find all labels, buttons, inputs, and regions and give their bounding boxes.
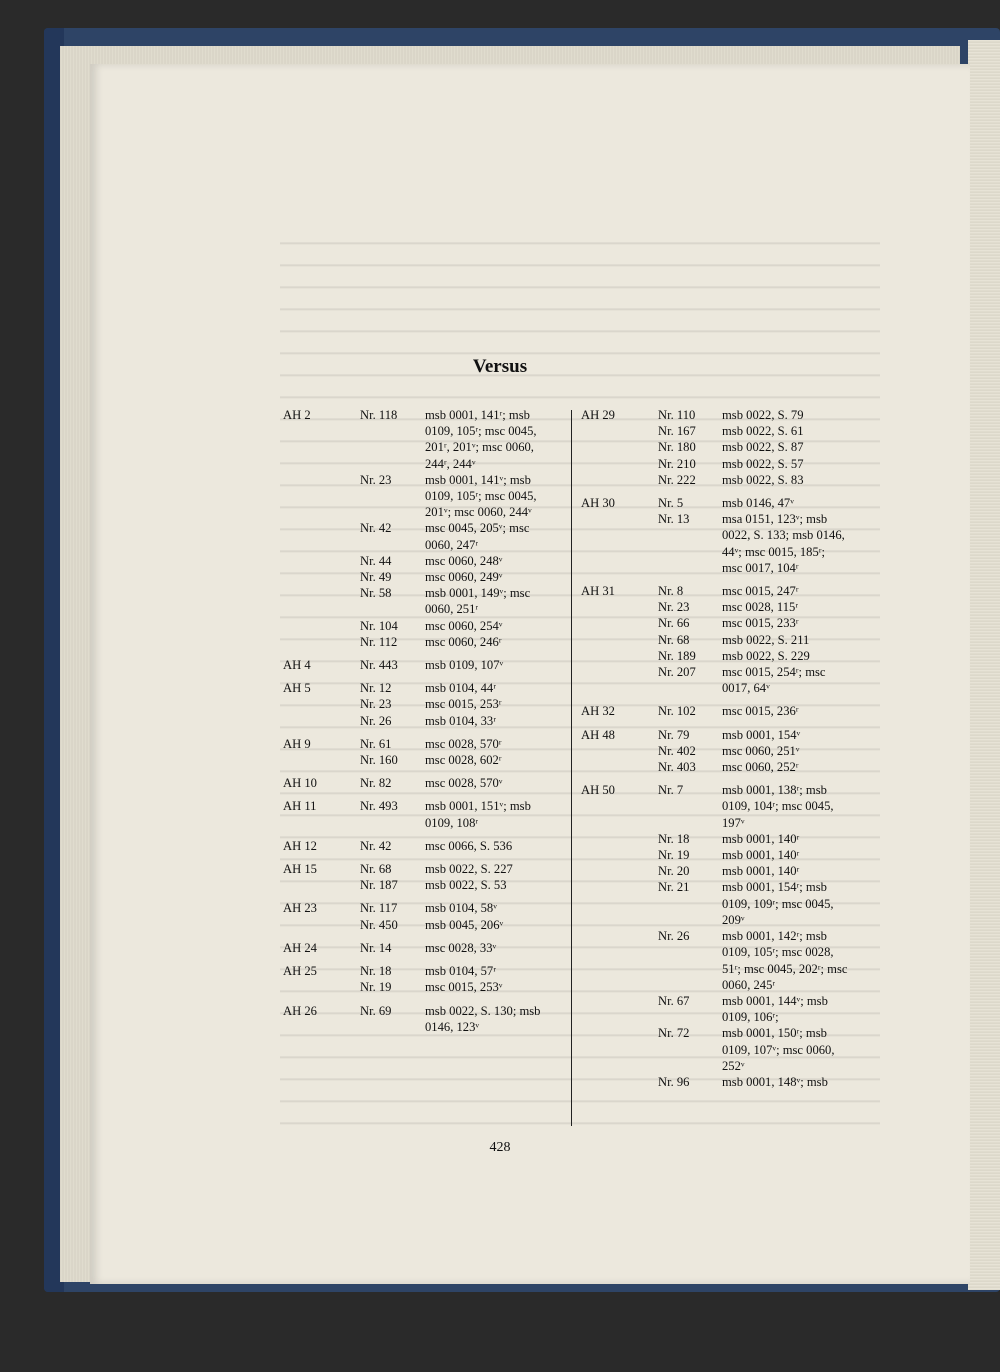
hymn-number: Nr. 21	[658, 880, 690, 895]
ah-reference	[283, 696, 360, 712]
right-column	[581, 407, 881, 1097]
hymn-number: Nr. 8	[658, 584, 684, 599]
hymn-number: Nr. 110	[658, 408, 696, 422]
hymn-number: Nr. 493	[360, 799, 398, 814]
ah-reference	[581, 847, 658, 863]
index-entry	[581, 743, 881, 759]
index-entry	[581, 993, 881, 1025]
manuscript-reference: msc 0060, 254ᵛ	[425, 618, 503, 633]
hymn-number: Nr. 20	[658, 864, 690, 879]
manuscript-reference: msb 0045, 206ᵛ	[425, 917, 504, 932]
manuscript-reference: msc 0015, 236ʳ	[722, 704, 799, 719]
index-entry	[283, 900, 563, 916]
index-entry	[283, 775, 563, 791]
ah-reference	[283, 634, 360, 650]
index-entry	[283, 979, 563, 995]
manuscript-reference: msc 0028, 115ʳ	[722, 600, 799, 615]
index-entry	[283, 407, 563, 472]
index-entry	[581, 407, 881, 423]
ah-reference	[283, 569, 360, 585]
index-entry	[581, 703, 881, 719]
hymn-group	[283, 775, 563, 791]
ah-reference: AH 31	[581, 584, 615, 599]
hymn-number: Nr. 403	[658, 760, 696, 775]
hymn-group	[283, 838, 563, 854]
hymn-number: Nr. 23	[360, 697, 392, 712]
ah-reference	[581, 456, 658, 472]
hymn-number: Nr. 189	[658, 648, 696, 663]
hymn-number: Nr. 222	[658, 472, 696, 487]
index-entry	[283, 634, 563, 650]
ah-reference	[283, 585, 360, 617]
manuscript-reference: msb 0001, 150ʳ; msb 0109, 107ᵛ; msc 0060, 252ᵛ	[722, 1026, 835, 1073]
ah-reference: AH 48	[581, 727, 615, 742]
hymn-group	[581, 782, 881, 1090]
manuscript-reference: msb 0022, S. 61	[722, 424, 804, 439]
ah-reference	[581, 439, 658, 455]
index-entry	[283, 472, 563, 521]
hymn-group	[581, 407, 881, 488]
index-entry	[581, 472, 881, 488]
hymn-number: Nr. 23	[360, 472, 392, 487]
hymn-number: Nr. 19	[360, 980, 392, 995]
index-entry	[283, 838, 563, 854]
index-entry	[283, 963, 563, 979]
index-entry	[581, 495, 881, 511]
ah-reference: AH 11	[283, 799, 317, 814]
manuscript-reference: msc 0060, 252ʳ	[722, 760, 799, 775]
manuscript-reference: msb 0022, S. 57	[722, 456, 804, 471]
index-entry	[581, 1074, 881, 1090]
manuscript-reference: msb 0109, 107ᵛ	[425, 658, 504, 673]
manuscript-reference: msb 0001, 144ᵛ; msb 0109, 106ʳ;	[722, 993, 828, 1025]
index-entry	[581, 632, 881, 648]
index-entry	[283, 680, 563, 696]
hymn-number: Nr. 19	[658, 848, 690, 863]
ah-reference	[581, 664, 658, 696]
manuscript-reference: msc 0060, 251ᵛ	[722, 743, 800, 758]
ah-reference	[581, 599, 658, 615]
ah-reference: AH 4	[283, 658, 311, 673]
hymn-number: Nr. 26	[658, 929, 690, 944]
ah-reference: AH 24	[283, 940, 317, 955]
index-entry	[283, 569, 563, 585]
ah-reference	[581, 879, 658, 928]
index-entry	[581, 599, 881, 615]
manuscript-reference: msb 0022, S. 83	[722, 472, 804, 487]
manuscript-reference: msc 0060, 249ᵛ	[425, 570, 503, 585]
manuscript-reference: msb 0001, 140ʳ	[722, 831, 800, 846]
hymn-number: Nr. 402	[658, 743, 696, 758]
manuscript-reference: msb 0001, 154ᵛ	[722, 727, 801, 742]
manuscript-reference: msb 0104, 57ʳ	[425, 964, 496, 979]
index-entry	[283, 553, 563, 569]
manuscript-reference: msc 0015, 233ʳ	[722, 616, 799, 631]
hymn-number: Nr. 49	[360, 570, 392, 585]
index-entry	[283, 713, 563, 729]
index-entry	[283, 798, 563, 830]
hymn-group	[581, 703, 881, 719]
index-entry	[581, 1025, 881, 1074]
hymn-number: Nr. 44	[360, 553, 392, 568]
hymn-number: Nr. 443	[360, 658, 398, 673]
ah-reference: AH 23	[283, 901, 317, 916]
column-divider	[571, 410, 572, 1126]
ah-reference	[283, 877, 360, 893]
hymn-group	[581, 583, 881, 696]
ah-reference	[283, 713, 360, 729]
hymn-number: Nr. 23	[658, 600, 690, 615]
hymn-group	[283, 963, 563, 995]
ah-reference	[581, 632, 658, 648]
manuscript-reference: msa 0151, 123ᵛ; msb 0022, S. 133; msb 0146, 44ᵛ; msc 0015, 185ʳ; msc 0017, 104ʳ	[722, 512, 845, 575]
manuscript-reference: msb 0001, 141ʳ; msb 0109, 105ʳ; msc 0045, 201ʳ, 201ᵛ; msc 0060, 244ʳ, 244ᵛ	[425, 408, 537, 471]
manuscript-reference: msb 0001, 140ʳ	[722, 848, 800, 863]
manuscript-reference: msb 0001, 140ʳ	[722, 864, 800, 879]
index-entry	[581, 928, 881, 993]
index-entry	[581, 456, 881, 472]
page-number: 428	[489, 1140, 511, 1155]
hymn-number: Nr. 66	[658, 616, 690, 631]
index-entry	[581, 615, 881, 631]
hymn-group	[283, 798, 563, 830]
manuscript-reference: msb 0022, S. 130; msb 0146, 123ᵛ	[425, 1003, 541, 1034]
hymn-number: Nr. 187	[360, 878, 398, 893]
manuscript-reference: msb 0022, S. 87	[722, 440, 804, 455]
ah-reference	[581, 928, 658, 993]
manuscript-reference: msc 0060, 248ᵛ	[425, 553, 503, 568]
index-entry	[283, 1003, 563, 1035]
manuscript-reference: msb 0104, 58ᵛ	[425, 901, 497, 916]
ah-reference	[283, 553, 360, 569]
manuscript-reference: msc 0028, 602ʳ	[425, 753, 502, 768]
manuscript-reference: msb 0001, 149ᵛ; msc 0060, 251ʳ	[425, 586, 531, 617]
manuscript-reference: msc 0028, 33ᵛ	[425, 940, 497, 955]
hymn-number: Nr. 82	[360, 776, 392, 791]
hymn-group	[283, 900, 563, 932]
hymn-number: Nr. 68	[360, 862, 392, 877]
hymn-number: Nr. 12	[360, 681, 392, 696]
hymn-number: Nr. 42	[360, 838, 392, 853]
index-entry	[283, 940, 563, 956]
hymn-number: Nr. 96	[658, 1074, 690, 1089]
ah-reference: AH 30	[581, 496, 615, 511]
manuscript-reference: msc 0028, 570ᵛ	[425, 776, 503, 791]
index-entry	[283, 520, 563, 552]
hymn-number: Nr. 102	[658, 704, 696, 719]
ah-reference	[581, 648, 658, 664]
index-entry	[581, 664, 881, 696]
ah-reference	[581, 863, 658, 879]
ah-reference	[581, 993, 658, 1025]
page-stack-right	[968, 40, 1000, 1290]
index-entry	[581, 863, 881, 879]
hymn-number: Nr. 118	[360, 408, 398, 422]
manuscript-reference: msc 0015, 253ʳ	[425, 697, 502, 712]
manuscript-reference: msb 0001, 148ᵛ; msb	[722, 1074, 828, 1089]
manuscript-reference: msc 0015, 253ᵛ	[425, 980, 503, 995]
ah-reference	[283, 917, 360, 933]
hymn-number: Nr. 180	[658, 440, 696, 455]
hymn-number: Nr. 72	[658, 1026, 690, 1041]
hymn-number: Nr. 61	[360, 736, 392, 751]
manuscript-reference: msb 0104, 44ʳ	[425, 681, 496, 696]
index-entry	[581, 511, 881, 576]
hymn-number: Nr. 13	[658, 512, 690, 527]
hymn-number: Nr. 18	[360, 964, 392, 979]
index-entry	[581, 439, 881, 455]
ah-reference: AH 9	[283, 736, 311, 751]
ah-reference	[581, 759, 658, 775]
ah-reference	[581, 511, 658, 576]
manuscript-reference: msb 0001, 141ᵛ; msb 0109, 105ʳ; msc 0045, 201ᵛ; msc 0060, 244ᵛ	[425, 472, 537, 520]
index-entry	[581, 879, 881, 928]
hymn-number: Nr. 67	[658, 993, 690, 1008]
ah-reference: AH 50	[581, 783, 615, 798]
ah-reference	[283, 472, 360, 521]
ah-reference: AH 5	[283, 681, 311, 696]
ah-reference	[581, 472, 658, 488]
index-entry	[581, 727, 881, 743]
hymn-number: Nr. 18	[658, 831, 690, 846]
ah-reference: AH 29	[581, 408, 615, 422]
hymn-number: Nr. 14	[360, 940, 392, 955]
manuscript-reference: msc 0060, 246ʳ	[425, 634, 502, 649]
index-entry	[283, 877, 563, 893]
ah-reference: AH 2	[283, 408, 311, 422]
ah-reference: AH 10	[283, 776, 317, 791]
hymn-group	[283, 1003, 563, 1035]
hymn-number: Nr. 450	[360, 917, 398, 932]
hymn-number: Nr. 112	[360, 634, 398, 649]
index-entry	[581, 831, 881, 847]
hymn-group	[283, 407, 563, 650]
index-entry	[581, 847, 881, 863]
hymn-number: Nr. 7	[658, 783, 684, 798]
hymn-group	[283, 680, 563, 729]
ah-reference: AH 15	[283, 862, 317, 877]
ah-reference	[283, 520, 360, 552]
ah-reference	[581, 743, 658, 759]
manuscript-reference: msb 0146, 47ᵛ	[722, 496, 794, 511]
index-entry	[283, 917, 563, 933]
hymn-number: Nr. 26	[360, 713, 392, 728]
hymn-group	[581, 727, 881, 776]
ah-reference	[581, 423, 658, 439]
manuscript-reference: msb 0001, 142ʳ; msb 0109, 105ʳ; msc 0028, 51ʳ; msc 0045, 202ʳ; msc 0060, 245ʳ	[722, 929, 848, 992]
ah-reference	[581, 1025, 658, 1074]
hymn-number: Nr. 68	[658, 632, 690, 647]
ah-reference	[283, 979, 360, 995]
manuscript-reference: msb 0022, S. 53	[425, 878, 507, 893]
index-entry	[581, 759, 881, 775]
ah-reference: AH 25	[283, 964, 317, 979]
hymn-group	[283, 657, 563, 673]
hymn-group	[581, 495, 881, 576]
index-entry	[581, 423, 881, 439]
hymn-number: Nr. 207	[658, 665, 696, 680]
hymn-number: Nr. 210	[658, 456, 696, 471]
hymn-number: Nr. 117	[360, 901, 398, 916]
page-heading: Versus	[472, 356, 528, 377]
hymn-number: Nr. 5	[658, 496, 684, 511]
index-entry	[283, 585, 563, 617]
manuscript-reference: msb 0001, 154ʳ; msb 0109, 109ʳ; msc 0045, 209ᵛ	[722, 880, 834, 927]
manuscript-reference: msb 0001, 151ᵛ; msb 0109, 108ʳ	[425, 799, 531, 830]
manuscript-reference: msb 0001, 138ʳ; msb 0109, 104ʳ; msc 0045, 197ᵛ	[722, 783, 834, 830]
manuscript-reference: msb 0104, 33ʳ	[425, 713, 496, 728]
hymn-number: Nr. 104	[360, 618, 398, 633]
left-column	[283, 407, 563, 1042]
manuscript-reference: msb 0022, S. 229	[722, 648, 810, 663]
index-entry	[581, 583, 881, 599]
manuscript-reference: msb 0022, S. 211	[722, 632, 810, 647]
hymn-number: Nr. 58	[360, 586, 392, 601]
index-entry	[283, 696, 563, 712]
hymn-number: Nr. 160	[360, 753, 398, 768]
ah-reference	[581, 831, 658, 847]
ah-reference: AH 26	[283, 1003, 317, 1018]
hymn-group	[283, 861, 563, 893]
manuscript-reference: msb 0022, S. 79	[722, 408, 804, 422]
manuscript-reference: msc 0045, 205ᵛ; msc 0060, 247ʳ	[425, 521, 530, 552]
ah-reference	[581, 615, 658, 631]
hymn-number: Nr. 167	[658, 424, 696, 439]
index-entry	[283, 657, 563, 673]
ah-reference: AH 32	[581, 704, 615, 719]
ah-reference	[283, 618, 360, 634]
manuscript-reference: msc 0066, S. 536	[425, 838, 513, 853]
hymn-number: Nr. 79	[658, 727, 690, 742]
manuscript-reference: msb 0022, S. 227	[425, 862, 513, 877]
hymn-group	[283, 736, 563, 768]
manuscript-reference: msc 0015, 254ʳ; msc 0017, 64ᵛ	[722, 665, 826, 696]
manuscript-reference: msc 0028, 570ʳ	[425, 736, 502, 751]
index-entry	[581, 648, 881, 664]
hymn-group	[283, 940, 563, 956]
index-entry	[283, 752, 563, 768]
ah-reference	[283, 752, 360, 768]
index-entry	[283, 861, 563, 877]
manuscript-reference: msc 0015, 247ʳ	[722, 584, 799, 599]
ah-reference	[581, 1074, 658, 1090]
ah-reference: AH 12	[283, 838, 317, 853]
hymn-number: Nr. 42	[360, 521, 392, 536]
index-entry	[283, 618, 563, 634]
index-entry	[283, 736, 563, 752]
index-entry	[581, 782, 881, 831]
hymn-number: Nr. 69	[360, 1003, 392, 1018]
